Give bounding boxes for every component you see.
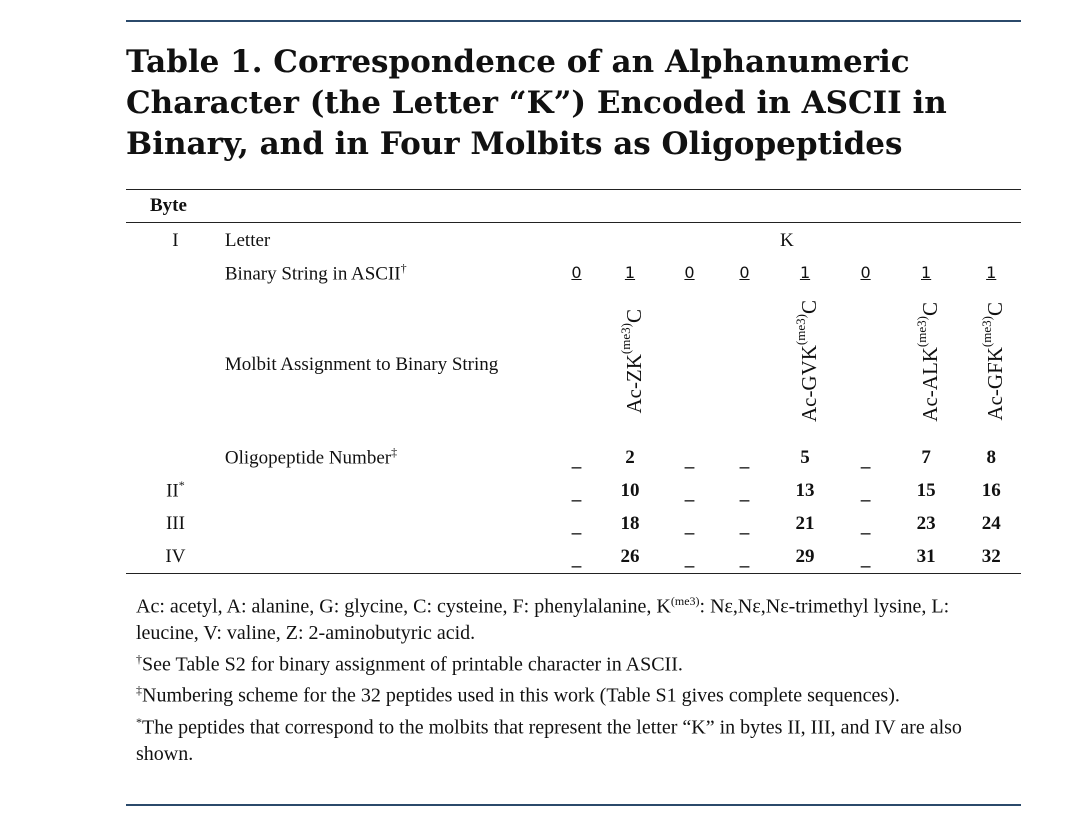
label-binary: Binary String in ASCII† (224, 260, 407, 285)
byte-label-IV: IV (126, 540, 225, 574)
peptide-number: 16 (981, 479, 1001, 501)
star-mark: * (178, 478, 185, 493)
row-byte-III: III _ 18 _ _ 21 _ 23 24 (126, 507, 1021, 540)
peptide-number: 2 (625, 446, 635, 468)
bit-8: 1 (986, 263, 997, 282)
table-footnotes (136, 588, 1016, 767)
bit-1: 0 (571, 263, 582, 282)
molbit-7: $Ac-ALK^{(me3)}C$ (914, 301, 943, 422)
molbit-8: $Ac-GFK^{(me3)}C$ (979, 302, 1008, 421)
bit-2: 1 (624, 263, 636, 282)
byte-label-I: I (172, 229, 179, 251)
bit-7: 1 (921, 263, 932, 282)
footnote-double-dagger: ‡Numbering scheme for the 32 peptides used in this work (Table S1 gives complete sequences). (136, 683, 900, 707)
row-byte-II: II* _ 10 _ _ 13 _ 15 16 (126, 474, 1021, 507)
letter-value: K (553, 223, 1021, 259)
row-binary (126, 258, 1021, 288)
bit-6: 0 (860, 263, 871, 282)
peptide-number: 21 (795, 512, 815, 534)
bit-4: 0 (739, 263, 750, 282)
peptide-number: 15 (916, 479, 936, 501)
peptide-number: 31 (891, 540, 962, 574)
footnote-dagger: †See Table S2 for binary assignment of printable character in ASCII. (136, 651, 683, 676)
header-row (126, 190, 1021, 223)
peptide-number: 13 (795, 479, 815, 501)
bit-5: 1 (799, 263, 811, 282)
molbit-2: $Ac-ZK^{(me3)}C$ (617, 309, 646, 414)
row-letter (126, 223, 1021, 259)
label-oligopeptide: Oligopeptide Number‡ (224, 445, 398, 469)
peptide-number: 26 (600, 540, 660, 574)
peptide-number: 24 (981, 512, 1001, 534)
footnote-abbreviations: Ac: acetyl, A: alanine, G: glycine, C: cysteine, F: phenylalanine, $K^{(me3)}$: Nε,Nε,Nε-trimethyl lysine, L: leucine, V: valine, Z: 2-aminobutyric acid. (136, 594, 950, 644)
table-title: Table 1. Correspondence of an Alphanumeric Character (the Letter “K”) Encoded in ASCII in Binary, and in Four Molbits as Oligopeptides (126, 44, 947, 162)
byte-label-II: II* (166, 478, 185, 502)
row-oligopeptide-I: Oligopeptide Number‡ _ 2 _ _ 5 _ 7 8 (126, 441, 1021, 474)
byte-label-III: III (165, 512, 185, 534)
peptide-number: 10 (620, 479, 640, 501)
label-letter: Letter (224, 229, 271, 251)
peptide-number: 8 (986, 446, 996, 468)
header-byte: Byte (126, 190, 1021, 223)
bottom-rule (126, 804, 1021, 806)
row-molbit (126, 288, 1021, 441)
row-byte-IV: IV _ 26 _ _ 29 _ 31 32 (126, 540, 1021, 574)
peptide-number: 32 (961, 540, 1021, 574)
peptide-number: 29 (770, 540, 841, 574)
peptide-number: 23 (916, 512, 936, 534)
dagger-mark: † (400, 260, 407, 275)
bit-3: 0 (684, 263, 695, 282)
peptide-number: 5 (800, 446, 810, 468)
peptide-number: 18 (620, 512, 640, 534)
top-rule (126, 20, 1021, 22)
molbit-5: $Ac-GVK^{(me3)}C$ (793, 300, 822, 423)
ddagger-mark: ‡ (391, 445, 398, 460)
footnote-star: *The peptides that correspond to the molbits that represent the letter “K” in bytes II, III, and IV are also shown. (136, 714, 962, 765)
encoding-table (126, 189, 1021, 574)
peptide-number: 7 (921, 446, 931, 468)
label-molbit: Molbit Assignment to Binary String (224, 353, 499, 375)
